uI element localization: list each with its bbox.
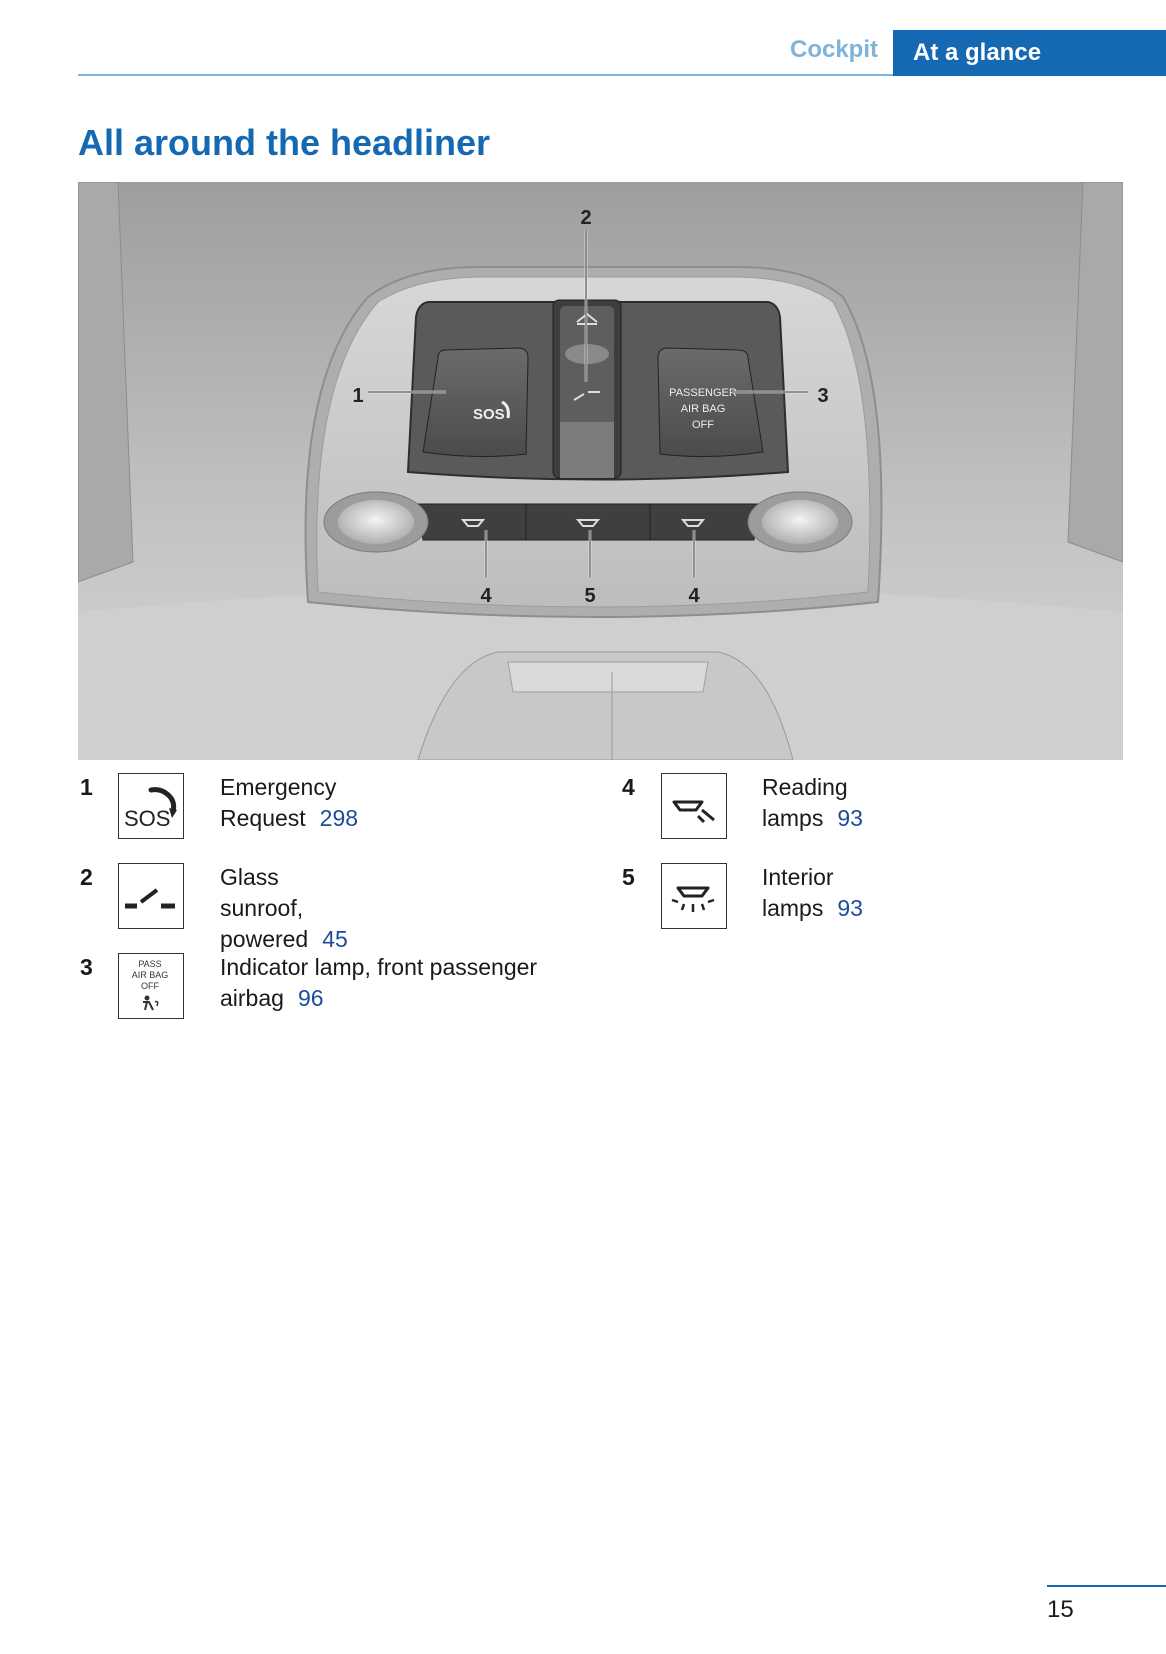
reading-lamp-icon bbox=[661, 773, 727, 839]
passenger-airbag-off-icon bbox=[118, 953, 184, 1019]
svg-text:OFF: OFF bbox=[141, 981, 159, 991]
header-section: Cockpit bbox=[789, 36, 878, 63]
header-rule bbox=[78, 74, 893, 76]
page-reference[interactable]: 93 bbox=[837, 895, 863, 921]
headliner-illustration bbox=[78, 182, 1123, 760]
svg-text:AIR BAG: AIR BAG bbox=[131, 970, 169, 980]
legend-number: 1 bbox=[80, 774, 93, 800]
footer-rule bbox=[1047, 1585, 1166, 1587]
legend-number: 2 bbox=[80, 864, 93, 890]
page-reference[interactable]: 96 bbox=[297, 985, 324, 1011]
legend-text: Indicator lamp, front passenger airbag bbox=[220, 954, 538, 1011]
sos-phone-icon bbox=[118, 773, 184, 839]
callout-5: 5 bbox=[584, 585, 596, 607]
legend-number: 5 bbox=[622, 864, 635, 890]
callout-1: 1 bbox=[352, 385, 364, 407]
page-title: All around the headliner bbox=[78, 122, 491, 163]
legend-text: Emergency Request bbox=[220, 774, 337, 831]
svg-text:PASS: PASS bbox=[138, 959, 162, 969]
legend-text: Glass sunroof, powered bbox=[220, 864, 309, 952]
callout-4-right: 4 bbox=[688, 585, 700, 607]
sos-button-label: SOS bbox=[473, 406, 505, 423]
sunroof-tilt-icon bbox=[118, 863, 184, 929]
interior-lamp-icon bbox=[661, 863, 727, 929]
callout-2: 2 bbox=[580, 207, 592, 229]
legend-number: 3 bbox=[80, 954, 93, 980]
legend-text: Reading lamps bbox=[762, 774, 848, 831]
callout-3: 3 bbox=[817, 385, 829, 407]
header-chapter-tab: At a glance bbox=[893, 30, 1166, 76]
passenger-label-line-3: OFF bbox=[692, 419, 714, 431]
page-reference[interactable]: 298 bbox=[319, 805, 359, 831]
page-reference[interactable]: 93 bbox=[837, 805, 863, 831]
passenger-label-line-2: AIR BAG bbox=[680, 403, 726, 415]
sos-icon-label: SOS bbox=[124, 806, 171, 831]
legend-text: Interior lamps bbox=[762, 864, 834, 921]
legend-number: 4 bbox=[622, 774, 635, 800]
passenger-label-line-1: PASSENGER bbox=[669, 387, 737, 399]
page-number: 15 bbox=[1047, 1596, 1074, 1623]
callout-4-left: 4 bbox=[480, 585, 492, 607]
page-reference[interactable]: 45 bbox=[322, 926, 348, 952]
